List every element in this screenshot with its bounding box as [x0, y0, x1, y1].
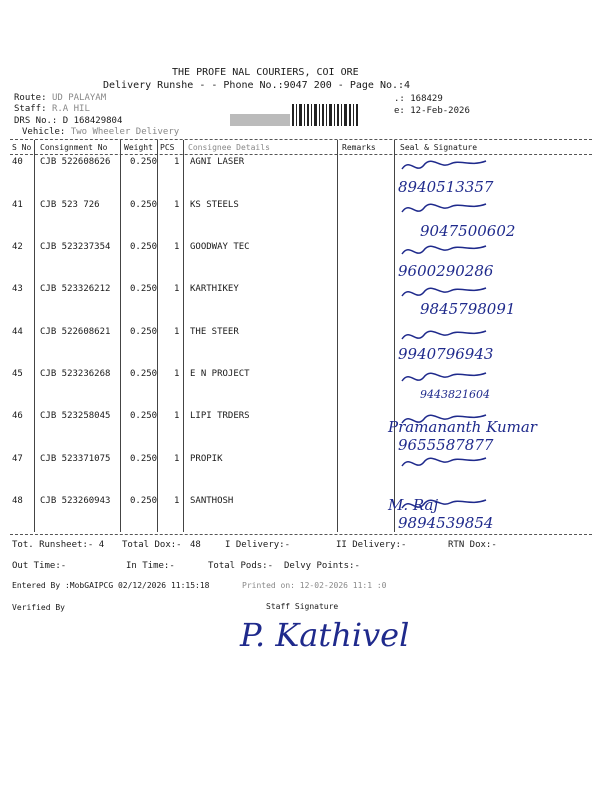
col-consignment: Consignment No: [40, 143, 108, 152]
row-consignee: GOODWAY TEC: [190, 242, 250, 252]
signature-phone: 9047500602: [420, 222, 516, 240]
document-title: THE PROFE NAL COURIERS, COI ORE: [172, 67, 359, 78]
rtn-dox: RTN Dox:-: [448, 540, 497, 550]
signature-stroke: [402, 373, 486, 381]
route-label: Route:: [14, 93, 47, 103]
i-delivery: I Delivery:-: [225, 540, 291, 550]
vehicle-label: Vehicle:: [22, 127, 66, 137]
signature-stroke: [402, 500, 486, 508]
row-consignment-no: CJB 523 726: [40, 200, 100, 210]
row-consignee: THE STEER: [190, 327, 239, 337]
signature-phone: 9940796943: [398, 345, 494, 363]
row-consignment-no: CJB 523371075: [40, 454, 111, 464]
row-sno: 40: [12, 157, 23, 167]
row-consignee: KARTHIKEY: [190, 284, 239, 294]
row-sno: 46: [12, 411, 23, 421]
header-right-1: .: 168429: [394, 94, 443, 104]
signature-stroke: [402, 204, 486, 212]
signature-phone: 8940513357: [398, 178, 494, 196]
total-pods: Total Pods:-: [208, 561, 274, 571]
vehicle-line: [22, 127, 179, 137]
row-consignee: AGNI LASER: [190, 157, 245, 167]
signature-name: M. Raj: [388, 496, 439, 514]
out-time: Out Time:-: [12, 561, 67, 571]
delvy-points: Delvy Points:-: [284, 561, 360, 571]
row-weight: 0.250: [130, 496, 158, 506]
staff-value: R.A HIL: [51, 104, 90, 114]
drs-line: [14, 116, 122, 126]
row-weight: 0.250: [130, 411, 158, 421]
row-consignee: KS STEELS: [190, 200, 239, 210]
signature-stroke: [402, 458, 486, 466]
row-consignment-no: CJB 522608626: [40, 157, 111, 167]
row-consignee: SANTHOSH: [190, 496, 234, 506]
signature-scribble: [400, 494, 490, 516]
in-time: In Time:-: [126, 561, 175, 571]
printed-on: Printed on: 12-02-2026 11:1 :0: [242, 581, 387, 590]
signature-scribble: [400, 155, 490, 177]
row-weight: 0.250: [130, 327, 158, 337]
row-weight: 0.250: [130, 284, 158, 294]
row-sno: 41: [12, 200, 23, 210]
row-consignment-no: CJB 523260943: [40, 496, 111, 506]
signature-stroke: [402, 331, 486, 339]
row-sno: 42: [12, 242, 23, 252]
col-consignee: Consignee Details: [188, 143, 270, 152]
row-pcs: 1: [174, 454, 180, 464]
row-weight: 0.250: [130, 157, 158, 167]
verified-by: Verified By: [12, 603, 65, 612]
route-line: [14, 93, 106, 103]
staff-label: Staff:: [14, 104, 47, 114]
row-consignment-no: CJB 523258045: [40, 411, 111, 421]
staff-signature: P. Kathivel: [240, 616, 410, 654]
signature-phone: 9443821604: [420, 388, 490, 401]
signature-stroke: [402, 415, 486, 423]
signature-stroke: [402, 161, 486, 169]
row-weight: 0.250: [130, 454, 158, 464]
signature-phone: 9655587877: [398, 436, 494, 454]
row-weight: 0.250: [130, 200, 158, 210]
col-pcs: PCS: [160, 143, 175, 152]
col-sno: S No: [12, 143, 32, 152]
row-consignment-no: CJB 522608621: [40, 327, 111, 337]
row-sno: 44: [12, 327, 23, 337]
row-sno: 48: [12, 496, 23, 506]
row-sno: 43: [12, 284, 23, 294]
signature-stroke: [402, 246, 486, 254]
signature-scribble: [400, 367, 490, 389]
staff-signature-label: Staff Signature: [266, 602, 339, 611]
col-remarks: Remarks: [342, 143, 376, 152]
signature-scribble: [400, 282, 490, 304]
signature-phone: 9894539854: [398, 514, 494, 532]
row-consignee: PROPIK: [190, 454, 223, 464]
col-weight: Weight: [124, 143, 153, 152]
row-consignment-no: CJB 523237354: [40, 242, 111, 252]
row-pcs: 1: [174, 327, 180, 337]
signature-phone: 9600290286: [398, 262, 494, 280]
total-runsheet: Tot. Runsheet:- 4: [12, 540, 105, 550]
signature-scribble: [400, 325, 490, 347]
entered-by: Entered By :MobGAIPCG 02/12/2026 11:15:18: [12, 581, 210, 590]
row-weight: 0.250: [130, 369, 158, 379]
row-sno: 45: [12, 369, 23, 379]
row-weight: 0.250: [130, 242, 158, 252]
row-pcs: 1: [174, 284, 180, 294]
signature-scribble: [400, 198, 490, 220]
row-consignment-no: CJB 523326212: [40, 284, 111, 294]
ii-delivery: II Delivery:-: [336, 540, 407, 550]
barcode-image: [230, 104, 370, 126]
document-subtitle: Delivery Runshe - - Phone No.:9047 200 - Page No.:4: [103, 80, 411, 91]
signature-scribble: [400, 409, 490, 431]
staff-line: [14, 104, 90, 114]
total-dox-label: Total Dox:-: [122, 540, 182, 550]
row-pcs: 1: [174, 200, 180, 210]
header-right-2: e: 12-Feb-2026: [394, 106, 470, 116]
row-sno: 47: [12, 454, 23, 464]
route-value: UD PALAYAM: [51, 93, 107, 103]
row-pcs: 1: [174, 242, 180, 252]
row-pcs: 1: [174, 369, 180, 379]
signature-stroke: [402, 288, 486, 296]
total-dox-value: 48: [190, 540, 201, 550]
drs-label: DRS No.:: [14, 116, 58, 126]
row-pcs: 1: [174, 411, 180, 421]
row-consignment-no: CJB 523236268: [40, 369, 111, 379]
row-pcs: 1: [174, 157, 180, 167]
row-consignee: E N PROJECT: [190, 369, 250, 379]
signature-scribble: [400, 240, 490, 262]
signature-name: Pramananth Kumar: [388, 418, 537, 436]
col-seal-signature: Seal & Signature: [400, 143, 478, 152]
signature-phone: 9845798091: [420, 300, 516, 318]
drs-value: D 168429804: [62, 116, 123, 126]
row-pcs: 1: [174, 496, 180, 506]
signature-scribble: [400, 452, 490, 474]
vehicle-value: Two Wheeler Delivery: [70, 127, 180, 137]
row-consignee: LIPI TRDERS: [190, 411, 250, 421]
